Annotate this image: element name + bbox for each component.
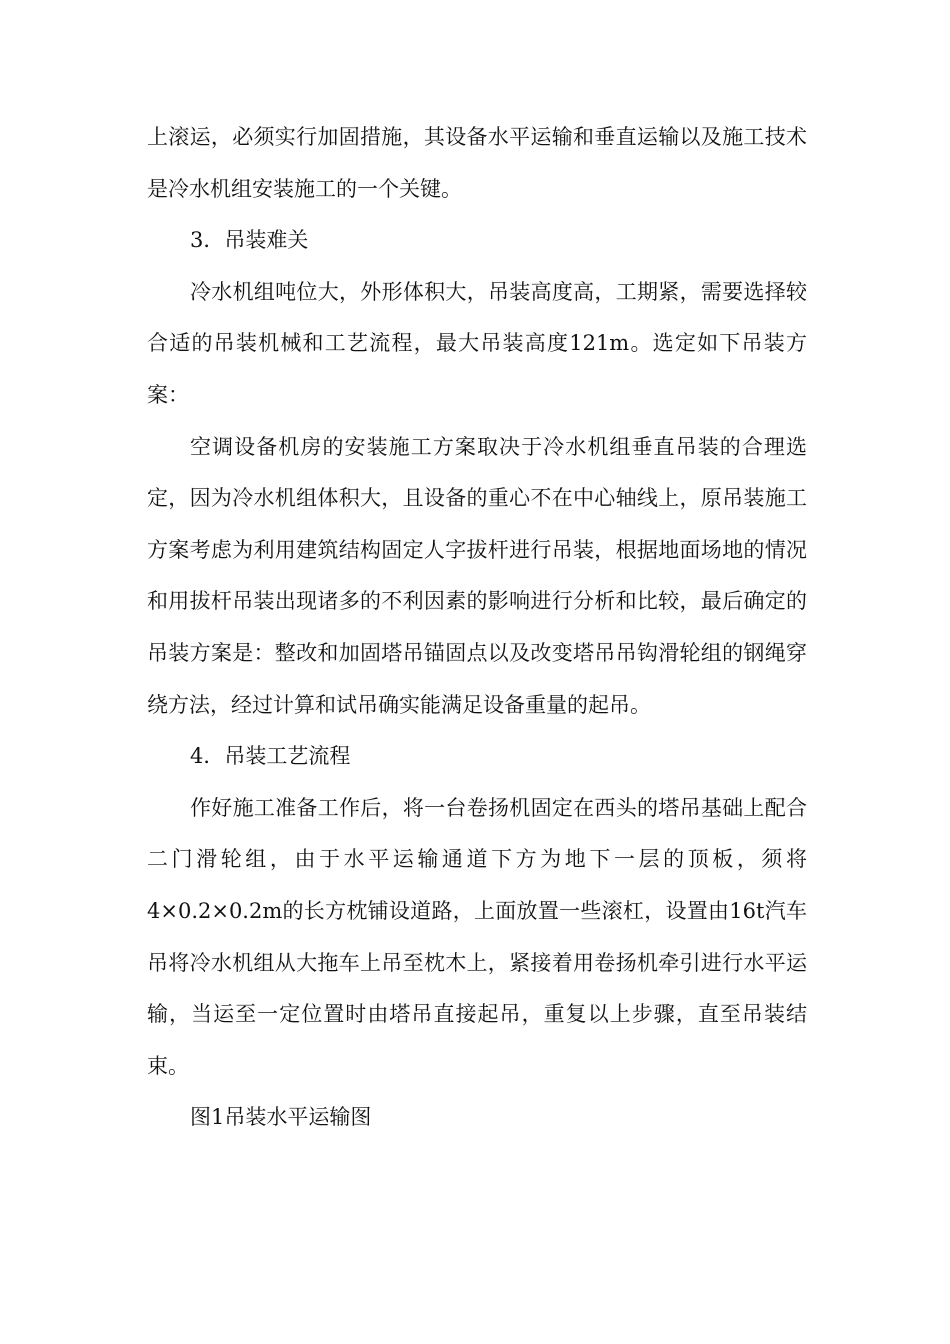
section-heading-3: 3．吊装难关 — [190, 228, 309, 253]
paragraph-lifting-difficulty: 冷水机组吨位大，外形体积大，吊装高度高，工期紧，需要选择较合适的吊装机械和工艺流程，最大吊装高度121m。选定如下吊装方案： — [147, 279, 807, 407]
paragraph-lifting-plan: 空调设备机房的安装施工方案取决于冷水机组垂直吊装的合理选定，因为冷水机组体积大，且设备的重心不在中心轴线上，原吊装施工方案考虑为利用建筑结构固定人字拔杆进行吊装，根据地面场地的情况和用拔杆吊装出现诸多的不利因素的影响进行分析和比较，最后确定的吊装方案是：整改和加固塔吊锚固点以及改变塔吊吊钩滑轮组的钢绳穿绕方法，经过计算和试吊确实能满足设备重量的起吊。 — [147, 434, 807, 717]
section-heading-4: 4．吊装工艺流程 — [190, 744, 351, 769]
document-body — [147, 112, 807, 1144]
paragraph-process-flow: 作好施工准备工作后，将一台卷扬机固定在西头的塔吊基础上配合二门滑轮组，由于水平运输通道下方为地下一层的顶板，须将4×0.2×0.2m的长方枕铺设道路，上面放置一些滚杠，设置由16t汽车吊将冷水机组从大拖车上吊至枕木上，紧接着用卷扬机牵引进行水平运输，当运至一定位置时由塔吊直接起吊，重复以上步骤，直至吊装结束。 — [147, 795, 807, 1078]
paragraph-continuation: 上滚运，必须实行加固措施，其设备水平运输和垂直运输以及施工技术是冷水机组安装施工的一个关键。 — [147, 125, 807, 201]
figure-caption: 图1吊装水平运输图 — [190, 1105, 372, 1130]
